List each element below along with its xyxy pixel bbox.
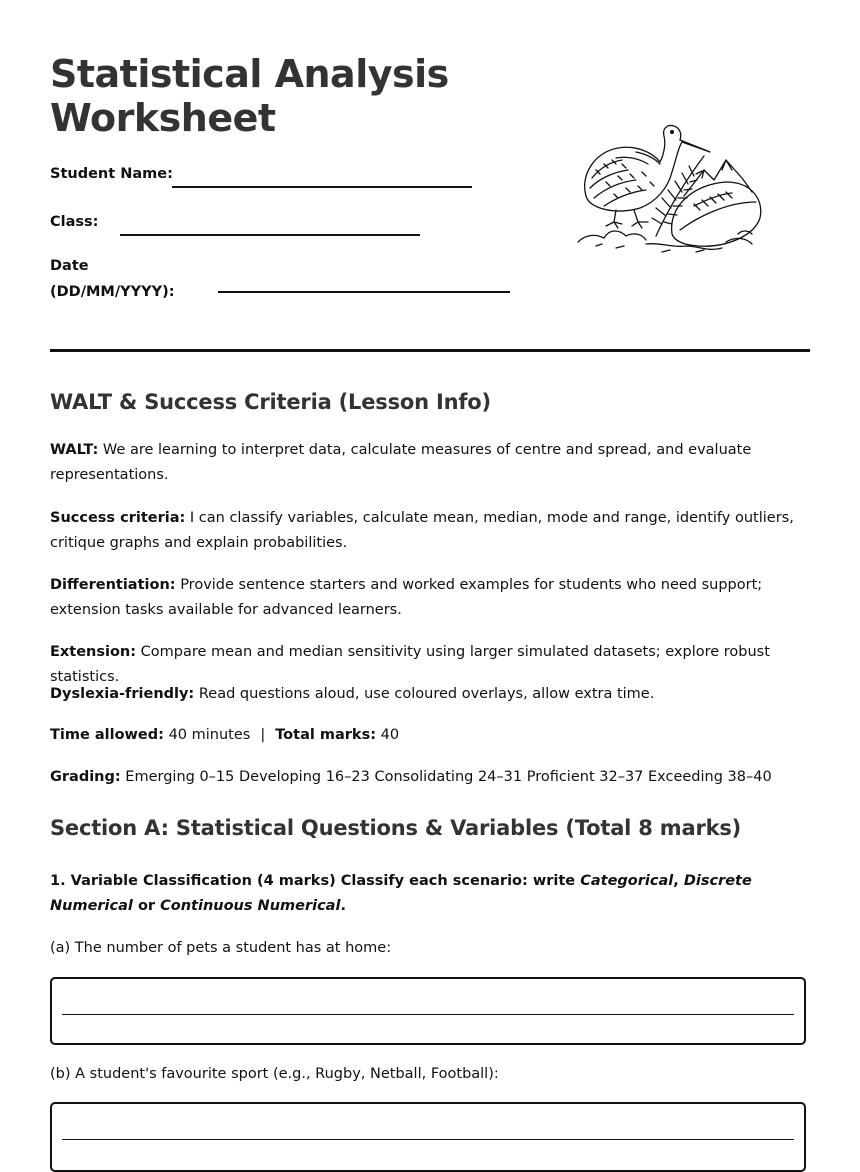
question-1b-text: (b) A student's favourite sport (e.g., Rugby, Netball, Football): (50, 1066, 499, 1082)
differentiation-paragraph (50, 573, 810, 623)
grading-paragraph (50, 765, 810, 790)
question-1a-text: (a) The number of pets a student has at home: (50, 940, 392, 956)
question-1b-answer-box[interactable] (50, 1102, 806, 1172)
extension-label: Extension: (50, 644, 137, 660)
answer-line (62, 1139, 794, 1140)
lesson-info-heading: WALT & Success Criteria (Lesson Info) (50, 390, 491, 414)
differentiation-text: Provide sentence starters and worked examples for students who need support; extension tasks available for advanced learners. (50, 577, 763, 618)
student-name-label: Student Name: (50, 166, 173, 182)
question-1-prompt (50, 869, 810, 919)
walt-text: We are learning to interpret data, calculate measures of centre and spread, and evaluate representations. (50, 442, 752, 483)
answer-line (62, 1014, 794, 1015)
q1-option-discrete: Discrete Numerical (50, 873, 752, 914)
header-divider (50, 349, 810, 352)
time-marks-separator: | (260, 727, 266, 743)
page-title: Statistical Analysis Worksheet (50, 52, 449, 140)
time-marks-paragraph (50, 723, 810, 748)
student-name-field[interactable] (172, 186, 472, 188)
section-a-heading: Section A: Statistical Questions & Variables (Total 8 marks) (50, 816, 742, 840)
date-label-line1: Date (50, 258, 89, 274)
q1-prefix: 1. Variable Classification (4 marks) Classify each scenario: write (50, 873, 576, 889)
q1-or: or (137, 898, 156, 914)
grading-text: Emerging 0–15 Developing 16–23 Consolidating 24–31 Proficient 32–37 Exceeding 38–40 (125, 769, 772, 785)
success-label: Success criteria: (50, 510, 186, 526)
q1-comma: , (673, 873, 679, 889)
date-label-line2: (DD/MM/YYYY): (50, 284, 175, 300)
success-text: I can classify variables, calculate mean, median, mode and range, identify outliers, critique graphs and explain probabilities. (50, 510, 794, 551)
differentiation-label: Differentiation: (50, 577, 176, 593)
marks-value: 40 (380, 727, 400, 743)
dyslexia-text: Read questions aloud, use coloured overlays, allow extra time. (198, 686, 655, 702)
marks-label: Total marks: (275, 727, 376, 743)
time-value: 40 minutes (168, 727, 251, 743)
walt-label: WALT: (50, 442, 99, 458)
q1-option-categorical: Categorical (580, 873, 674, 889)
class-field[interactable] (120, 234, 420, 236)
kiwi-fern-rugby-ball-illustration-icon (576, 118, 766, 258)
date-field[interactable] (218, 291, 510, 293)
extension-text: Compare mean and median sensitivity using larger simulated datasets; explore robust statistics. (50, 644, 770, 685)
time-label: Time allowed: (50, 727, 164, 743)
question-1a-answer-box[interactable] (50, 977, 806, 1045)
walt-paragraph (50, 438, 810, 488)
grading-label: Grading: (50, 769, 121, 785)
dyslexia-paragraph (50, 682, 810, 707)
success-criteria-paragraph (50, 506, 810, 556)
q1-option-continuous: Continuous Numerical (160, 898, 341, 914)
dyslexia-label: Dyslexia-friendly: (50, 686, 195, 702)
class-label: Class: (50, 214, 99, 230)
q1-end: . (340, 898, 346, 914)
